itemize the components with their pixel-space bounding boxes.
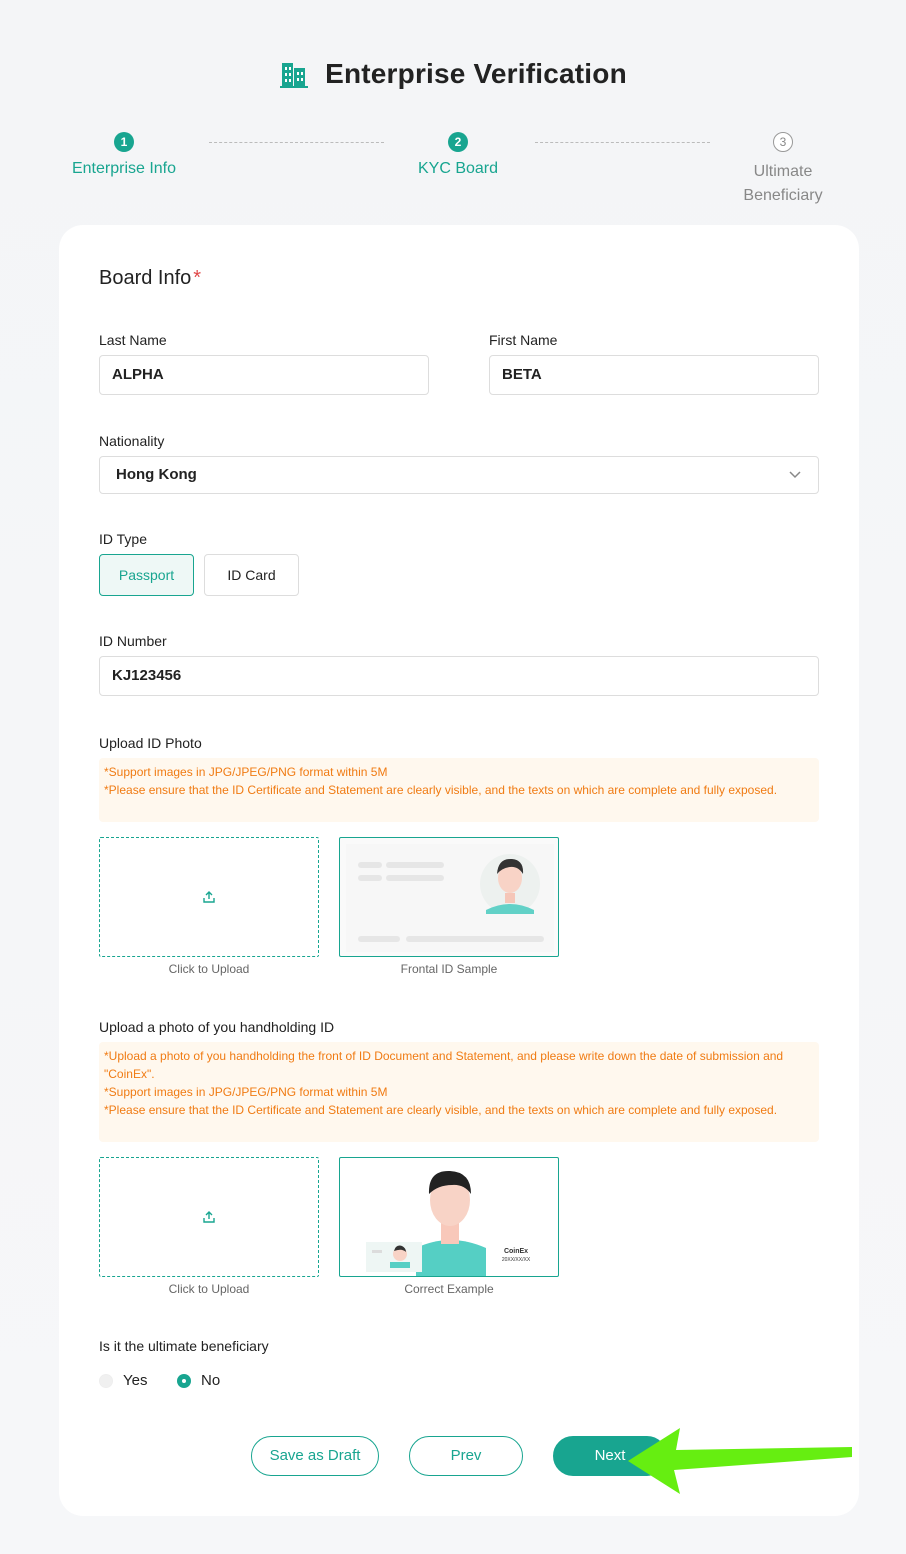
- upload-caption: Click to Upload: [168, 962, 250, 976]
- frontal-id-sample: [339, 837, 559, 957]
- notice-line: *Support images in JPG/JPEG/PNG format within 5M: [104, 765, 388, 779]
- sample-card-text: CoinEx: [503, 1248, 529, 1255]
- id-number-label: ID Number: [99, 633, 167, 649]
- building-icon: [279, 59, 309, 89]
- sample-card-date: 20XX/XX/XX: [501, 1257, 531, 1263]
- step-number: 1: [114, 132, 134, 152]
- beneficiary-no-radio[interactable]: [177, 1372, 220, 1389]
- last-name-input[interactable]: ALPHA: [99, 355, 429, 395]
- upload-icon: [202, 1210, 216, 1224]
- step-number: 2: [448, 132, 468, 152]
- notice-line: *Support images in JPG/JPEG/PNG format within 5M: [104, 1085, 388, 1099]
- id-type-passport[interactable]: Passport: [99, 554, 194, 596]
- nationality-select[interactable]: [99, 456, 819, 494]
- step-kyc-board[interactable]: [398, 132, 518, 178]
- page-header: [0, 58, 906, 90]
- notice-line: *Upload a photo of you handholding the front of ID Document and Statement, and please write down the date of submission and "CoinEx".: [104, 1049, 784, 1081]
- page-title: Enterprise Verification: [325, 58, 627, 89]
- radio-label: No: [201, 1372, 221, 1389]
- next-button[interactable]: Next: [553, 1436, 667, 1476]
- notice-line: *Please ensure that the ID Certificate and Statement are clearly visible, and the texts on which are complete and fully exposed.: [104, 1103, 778, 1117]
- prev-button[interactable]: Prev: [409, 1436, 523, 1476]
- beneficiary-label: Is it the ultimate beneficiary: [99, 1338, 269, 1354]
- upload-id-notice: [99, 758, 819, 822]
- id-number-input[interactable]: KJ123456: [99, 656, 819, 696]
- chevron-down-icon: [788, 467, 802, 481]
- step-divider: [535, 142, 710, 143]
- step-ultimate-beneficiary[interactable]: [723, 132, 843, 208]
- progress-steps: [0, 132, 906, 212]
- save-draft-button[interactable]: Save as Draft: [251, 1436, 379, 1476]
- radio-checked-icon: [177, 1374, 191, 1388]
- id-type-id-card[interactable]: ID Card: [204, 554, 299, 596]
- upload-icon: [202, 890, 216, 904]
- section-title-text: Board Info: [99, 267, 192, 289]
- step-number: 3: [773, 132, 793, 152]
- id-type-label: ID Type: [99, 531, 147, 547]
- form-card: [59, 225, 859, 1516]
- upload-hand-notice: [99, 1042, 819, 1142]
- notice-line: *Please ensure that the ID Certificate and Statement are clearly visible, and the texts on which are complete and fully exposed.: [104, 783, 778, 797]
- beneficiary-yes-radio[interactable]: [99, 1372, 147, 1389]
- handholding-sample: [339, 1157, 559, 1277]
- radio-unchecked-icon: [99, 1374, 113, 1388]
- radio-label: Yes: [123, 1372, 148, 1389]
- upload-caption: Click to Upload: [168, 1282, 250, 1296]
- id-photo-upload[interactable]: [99, 837, 319, 957]
- annotation-arrow-icon: [628, 1428, 854, 1494]
- first-name-input[interactable]: BETA: [489, 355, 819, 395]
- step-label: Enterprise Info: [71, 160, 177, 177]
- last-name-label: Last Name: [99, 332, 167, 348]
- upload-id-label: Upload ID Photo: [99, 735, 202, 751]
- first-name-label: First Name: [489, 332, 558, 348]
- step-enterprise-info[interactable]: [54, 132, 194, 178]
- id-card-illustration: [340, 838, 559, 957]
- step-label: Ultimate Beneficiary: [743, 163, 823, 204]
- nationality-value: Hong Kong: [116, 466, 197, 483]
- sample-caption: Correct Example: [404, 1282, 494, 1296]
- sample-caption: Frontal ID Sample: [400, 962, 498, 976]
- required-mark: *: [193, 267, 202, 289]
- section-title: [99, 267, 201, 290]
- step-divider: [209, 142, 384, 143]
- nationality-label: Nationality: [99, 433, 165, 449]
- handholding-photo-upload[interactable]: [99, 1157, 319, 1277]
- step-label: KYC Board: [417, 160, 499, 177]
- upload-hand-label: Upload a photo of you handholding ID: [99, 1019, 335, 1035]
